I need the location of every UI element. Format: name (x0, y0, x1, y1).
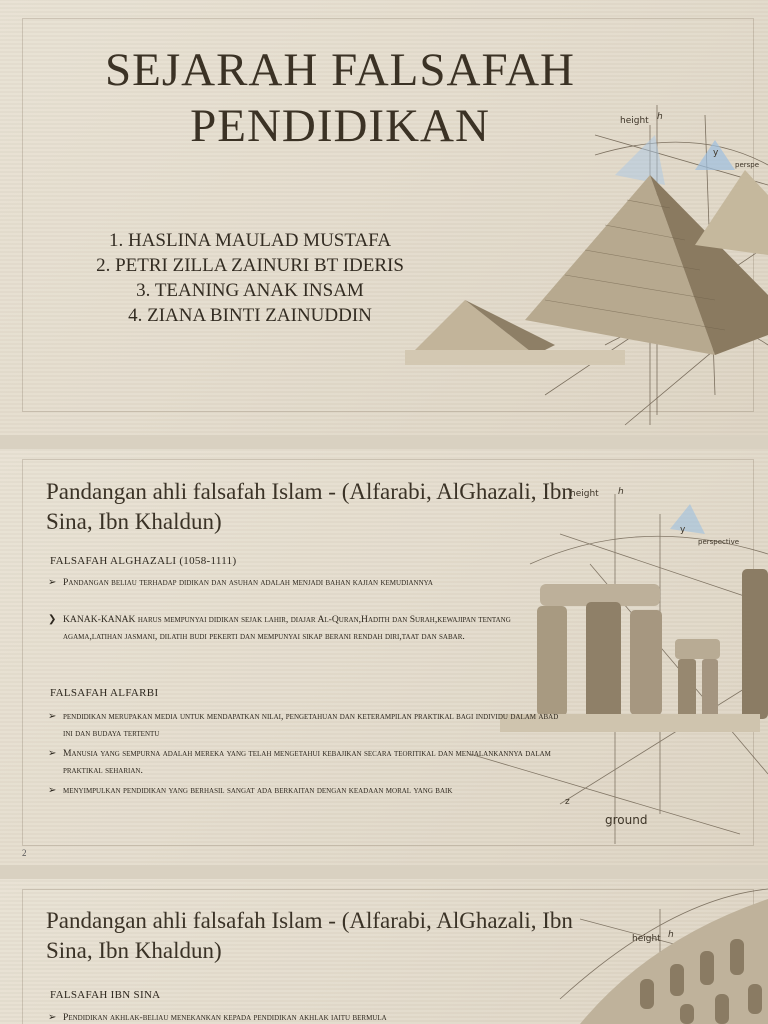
bullet-item (48, 745, 563, 779)
bullet-text: Pandangan beliau terhadap didikan dan asuhan adalah menjadi bahan kajian kemudiannya (63, 577, 433, 588)
author-item: 3. TEANING ANAK INSAM (136, 280, 364, 301)
sketch-label-perspective: perspective (698, 538, 740, 546)
sketch-label-h: h (657, 112, 663, 122)
author-item: 4. ZIANA BINTI ZAINUDDIN (128, 305, 372, 326)
sketch-label-y: y (713, 148, 719, 158)
bullet-text: menyimpulkan pendidikan yang berhasil sangat ada berkaitan dengan keadaan moral yang baik (63, 785, 453, 796)
bullet-item (48, 782, 563, 799)
sketch-label-height: height (570, 489, 599, 499)
bullet-text: Manusia yang sempurna adalah mereka yang telah mengetahui kebajikan secara teoritikal dan menjalankannya dalam praktikal seharian. (63, 748, 551, 776)
author-item: 1. HASLINA MAULAD MUSTAFA (108, 230, 392, 251)
bullet-item (48, 574, 563, 591)
arrow-bullet-icon: ➢ (48, 785, 57, 796)
chevron-bullet-icon: ❯ (48, 614, 57, 625)
slide-title: Pandangan ahli falsafah Islam - (Alfarabi, AlGhazali, Ibn Sina, Ibn Khaldun) (46, 479, 573, 534)
author-item: 2. PETRI ZILLA ZAINURI BT IDERIS (96, 255, 404, 276)
author-list (40, 228, 460, 328)
slide-number: 2 (22, 848, 27, 858)
content-slide-3 (0, 879, 768, 1024)
sketch-label-y: y (680, 525, 686, 535)
bullet-text: Pendidikan akhlak-beliau menekankan kepada pendidikan akhlak iaitu bermula (63, 1012, 387, 1023)
arrow-bullet-icon: ➢ (48, 577, 57, 588)
sketch-label-height: height (620, 116, 649, 126)
arrow-bullet-icon: ➢ (48, 748, 57, 759)
section-heading-alfarbi: FALSAFAH ALFARBI (50, 687, 159, 699)
sketch-label-perspective: perspe (735, 161, 760, 169)
arrow-bullet-icon: ➢ (48, 1012, 57, 1023)
presentation-title: SEJARAH FALSAFAH PENDIDIKAN (105, 44, 575, 152)
sketch-label-h: h (618, 487, 624, 497)
section-heading-ibnsina: FALSAFAH IBN SINA (50, 989, 161, 1001)
sketch-label-z: z (565, 797, 570, 807)
title-slide (0, 0, 768, 435)
content-slide-2 (0, 449, 768, 865)
sketch-label-h: h (668, 930, 674, 940)
bullet-item (48, 611, 563, 645)
sketch-label-height: height (632, 934, 661, 944)
arrow-bullet-icon: ➢ (48, 711, 57, 722)
slide-title: Pandangan ahli falsafah Islam - (Alfarabi, AlGhazali, Ibn Sina, Ibn Khaldun) (46, 908, 573, 963)
bullet-text: KANAK-KANAK harus mempunyai didikan sejak lahir, diajar Al-Quran,Hadith dan Surah,kewajipan tentang agama,latihan jasmani, dilatih budi pekerti dan mempunyai sikap berani rendah diri,taat dan sabar. (63, 614, 511, 642)
section-heading-alghazali: FALSAFAH ALGHAZALI (1058-1111) (50, 555, 237, 567)
bullet-text: pendidikan merupakan media untuk mendapatkan nilai, pengetahuan dan keterampilan praktikal bagi individu dalam abad ini dan budaya tertentu (63, 711, 559, 739)
sketch-label-ground: ground (605, 813, 648, 827)
bullet-item (48, 1009, 563, 1024)
bullet-item (48, 708, 563, 742)
